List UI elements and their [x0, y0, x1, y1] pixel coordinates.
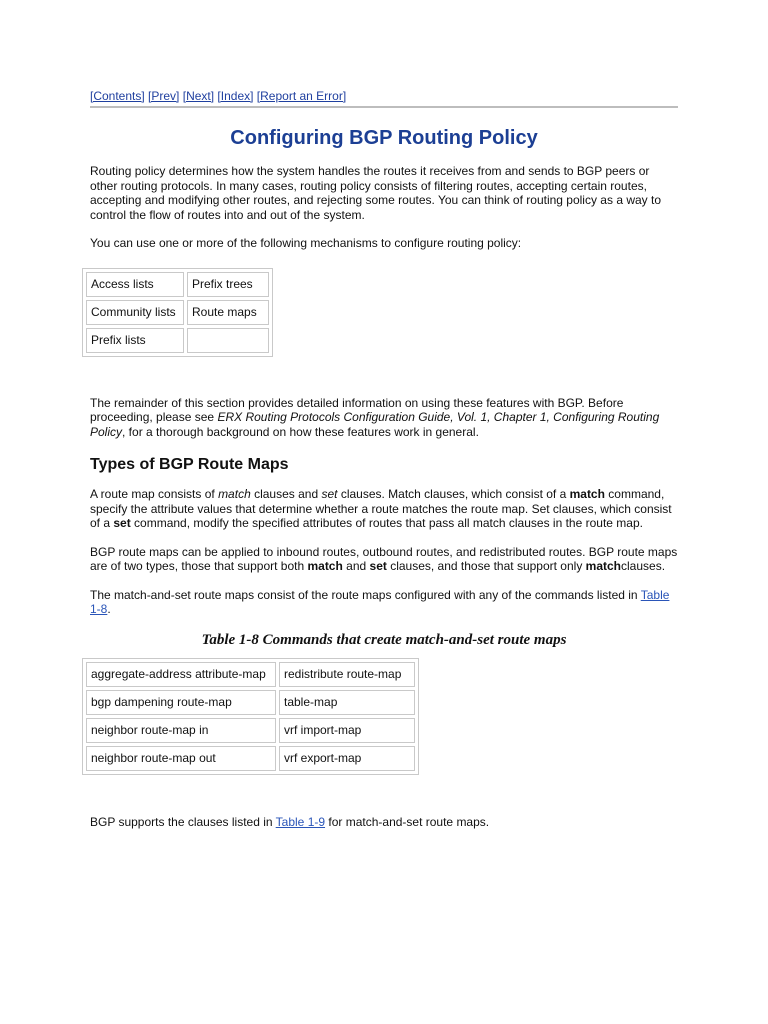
table-1-9-link[interactable]: Table 1-9	[275, 814, 326, 829]
page-title: Configuring BGP Routing Policy	[230, 127, 538, 149]
nav-bar	[90, 88, 678, 104]
nav-index-link[interactable]: [Index]	[217, 89, 254, 103]
nav-contents-link[interactable]: [Contents]	[90, 89, 145, 103]
remainder-text: , for a thorough background on how these features work in general.	[122, 424, 479, 439]
table-row	[86, 662, 415, 687]
nav-prev-link[interactable]: [Prev]	[148, 89, 180, 103]
paragraph-text: The match-and-set route maps consist of the route maps configured with any of the commands listed in	[90, 587, 641, 602]
command-match: match	[569, 487, 605, 501]
table-cell: neighbor route-map in	[86, 718, 276, 743]
paragraph-text: A route map consists of	[90, 487, 219, 501]
match-set-paragraph	[90, 588, 678, 617]
paragraph-text: clauses and	[250, 487, 322, 501]
mechanisms-table	[82, 268, 273, 357]
mechanisms-intro: You can use one or more of the following mechanisms to configure routing policy:	[90, 236, 522, 250]
paragraph-text: and	[342, 559, 370, 573]
table-row	[86, 328, 269, 353]
table-row	[86, 746, 415, 771]
paragraph-text: command, specify the attribute values that determine whether a route matches the route map. Set clauses, which consist of a	[90, 487, 672, 530]
types-paragraph	[90, 545, 678, 574]
table-cell	[187, 328, 269, 353]
nav-next-link[interactable]: [Next]	[182, 89, 215, 103]
nav-report-error-link[interactable]: [Report an Error]	[256, 89, 347, 103]
table-caption: Table 1-8 Commands that create match-and-set route maps	[201, 631, 567, 648]
table-cell: Community lists	[86, 300, 184, 325]
command-match: match	[585, 559, 621, 573]
final-paragraph	[90, 815, 678, 830]
guide-reference: ERX Routing Protocols Configuration Guide, Vol. 1, Chapter 1, Configuring Routing Policy	[90, 410, 660, 439]
table-cell: aggregate-address attribute-map	[86, 662, 276, 687]
paragraph-text: clauses. Match clauses, which consist of a	[337, 487, 570, 501]
paragraph-text: BGP route maps can be applied to inbound routes, outbound routes, and redistributed routes. BGP route maps are of two types, those that support both	[90, 544, 678, 573]
paragraph-text: clauses, and those that support only	[386, 559, 586, 573]
table-cell: vrf export-map	[279, 746, 415, 771]
table-1-8-link[interactable]: Table 1-8	[90, 587, 670, 616]
paragraph-text: .	[107, 602, 111, 616]
commands-table	[82, 658, 419, 775]
document-page	[90, 88, 678, 829]
table-cell: Access lists	[86, 272, 184, 297]
table-cell: vrf import-map	[279, 718, 415, 743]
table-cell: Prefix trees	[187, 272, 269, 297]
table-cell: redistribute route-map	[279, 662, 415, 687]
command-set: set	[113, 516, 131, 530]
table-cell: bgp dampening route-map	[86, 690, 276, 715]
remainder-text: The remainder of this section provides detailed information on using these features with BGP. Before proceeding, please see	[90, 395, 624, 424]
table-cell: Route maps	[187, 300, 269, 325]
paragraph-text: BGP supports the clauses listed in	[90, 814, 276, 829]
table-row	[86, 690, 415, 715]
route-map-paragraph	[90, 487, 678, 531]
remainder-paragraph	[90, 396, 678, 440]
intro-paragraph: Routing policy determines how the system handles the routes it receives from and sends to BGP peers or other routing protocols. In many cases, routing policy consists of filtering routes, accepting certain routes, accepting and modifying other routes, and rejecting some routes. You can think of routing policy as a way to control the flow of routes into and out of the system.	[90, 164, 662, 222]
table-row	[86, 718, 415, 743]
paragraph-text: command, modify the specified attributes of routes that pass all match clauses in the route map.	[130, 516, 643, 530]
paragraph-text: for match-and-set route maps.	[325, 814, 490, 829]
command-match: match	[307, 559, 343, 573]
table-cell: Prefix lists	[86, 328, 184, 353]
section-heading: Types of BGP Route Maps	[90, 456, 289, 473]
table-cell: neighbor route-map out	[86, 746, 276, 771]
table-cell: table-map	[279, 690, 415, 715]
table-row	[86, 272, 269, 297]
table-row	[86, 300, 269, 325]
command-set: set	[369, 559, 387, 573]
header-divider	[90, 106, 678, 108]
term-set: set	[321, 487, 338, 501]
term-match: match	[218, 487, 251, 501]
paragraph-text: clauses.	[621, 559, 666, 573]
